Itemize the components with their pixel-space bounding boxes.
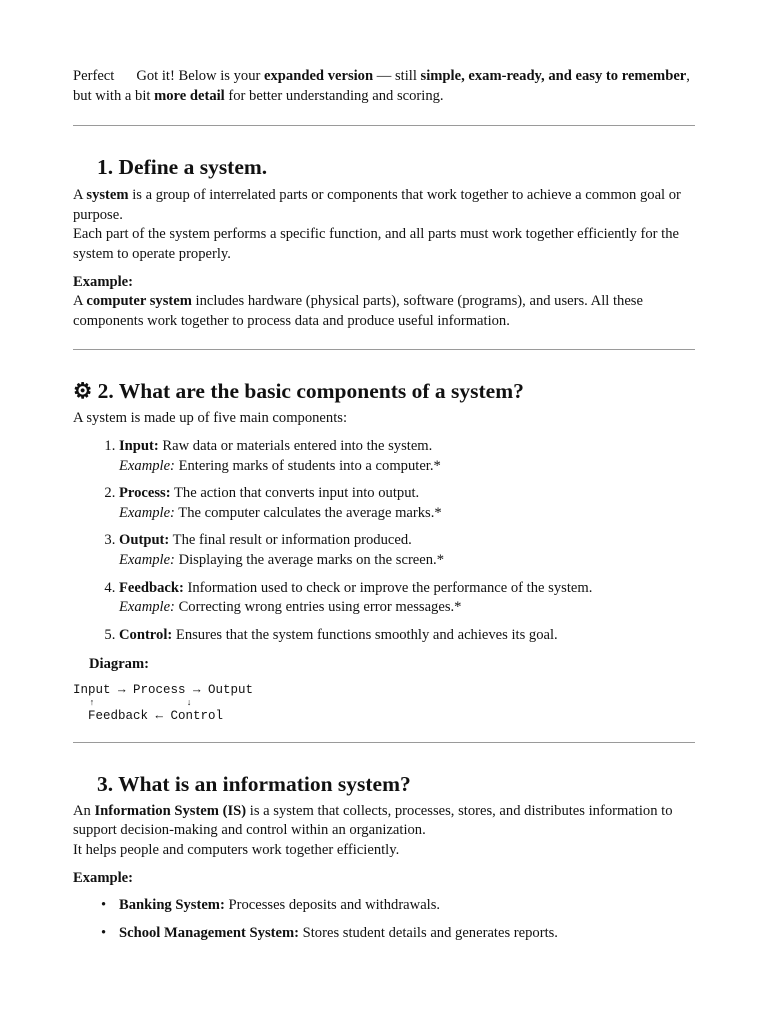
list-item (119, 924, 695, 944)
section-1-title: 1. Define a system. (97, 155, 268, 180)
divider-2 (73, 349, 695, 350)
item-example-label: Example: (119, 504, 175, 521)
s1-ex-text-c: includes hardware (physical parts), software (programs), and users. All these components work together to process data and produce useful information. (73, 293, 643, 329)
list-item (119, 896, 695, 916)
item-example: Entering marks of students into a computer.* (174, 457, 441, 474)
item-desc: The final result or information produced. (169, 532, 412, 549)
item-example-label: Example: (119, 599, 175, 616)
feedback-up-arrow: ↑ (73, 697, 95, 708)
section-3-definition (73, 802, 695, 861)
s1-def-text-2: Each part of the system performs a specific function, and all parts must work together efficiently for the system to operate properly. (73, 226, 679, 262)
intro-text-3: , but with a bit (73, 68, 690, 104)
section-1-definition (73, 186, 695, 264)
item-term: Process: (119, 485, 171, 502)
section-1-example (73, 273, 695, 332)
section-2-title (73, 378, 695, 404)
bullet-desc: Processes deposits and withdrawals. (224, 897, 441, 914)
item-desc: Ensures that the system functions smoothly and achieves its goal. (172, 626, 558, 643)
system-diagram (73, 683, 695, 723)
item-example: Correcting wrong entries using error messages.* (174, 599, 462, 616)
section-3-title: 3. What is an information system? (97, 771, 411, 796)
item-term: Control: (119, 626, 173, 643)
bullet-term: Banking System: (119, 897, 225, 914)
s1-ex-term: computer system (86, 293, 192, 310)
s1-example-label: Example: (73, 273, 133, 290)
item-example-label: Example: (119, 551, 175, 568)
s1-def-text-c: is a group of interrelated parts or components that work together to achieve a common goal or purpose. (73, 187, 681, 223)
intro-text-1: Got it! Below is your (136, 68, 265, 84)
diagram-label (73, 655, 695, 675)
intro-bold-1: expanded version (264, 68, 374, 84)
s3-def-text-a: An (73, 802, 95, 819)
item-term: Output: (119, 532, 170, 549)
list-item (119, 531, 695, 570)
s1-ex-text-a: A (73, 293, 87, 310)
intro-text-4: for better understanding and scoring. (224, 87, 444, 104)
section-2-title-text: 2. What are the basic components of a system? (97, 379, 524, 404)
s3-def-text-c: is a system that collects, processes, stores, and distributes information to support decision-making and control within an organization. (73, 802, 673, 839)
section-3-example-label (73, 869, 695, 889)
bullet-desc: Stores student details and generates reports. (298, 924, 558, 941)
s3-example-label-text: Example: (73, 869, 133, 886)
s3-def-text-2: It helps people and computers work together efficiently. (73, 842, 400, 859)
intro-text-2: — still (373, 68, 421, 84)
item-desc: Information used to check or improve the performance of the system. (183, 579, 593, 596)
item-desc: The action that converts input into output. (170, 485, 420, 502)
intro-bold-3: more detail (154, 87, 225, 104)
list-item (119, 579, 695, 618)
divider-1 (73, 125, 695, 126)
divider-3 (73, 742, 695, 743)
diagram-line-1: Input → Process → Output (73, 682, 254, 697)
item-example: The computer calculates the average marks.* (174, 504, 442, 521)
item-example: Displaying the average marks on the screen.* (174, 551, 445, 568)
s3-def-term: Information System (IS) (94, 802, 247, 819)
list-item (119, 484, 695, 523)
intro-perfect: Perfect (73, 68, 115, 84)
intro-paragraph (73, 67, 695, 106)
item-term: Input: (119, 437, 159, 454)
diagram-label-text: Diagram: (89, 656, 149, 673)
gear-icon: ⚙ (73, 379, 93, 404)
list-item (119, 437, 695, 476)
section-2-lead: A system is made up of five main components: (73, 410, 347, 427)
components-list (73, 437, 695, 645)
item-desc: Raw data or materials entered into the system. (158, 437, 433, 454)
intro-bold-2: simple, exam-ready, and easy to remember (420, 68, 687, 84)
diagram-line-2 (73, 697, 695, 709)
diagram-line-3: Feedback ← Control (73, 708, 224, 723)
list-item (119, 626, 695, 646)
s1-def-text-a: A (73, 187, 87, 204)
output-down-arrow: ↓ (94, 697, 192, 708)
item-term: Feedback: (119, 579, 184, 596)
bullet-term: School Management System: (119, 924, 299, 941)
examples-list (73, 896, 695, 943)
s1-def-term: system (86, 187, 129, 204)
item-example-label: Example: (119, 457, 175, 474)
